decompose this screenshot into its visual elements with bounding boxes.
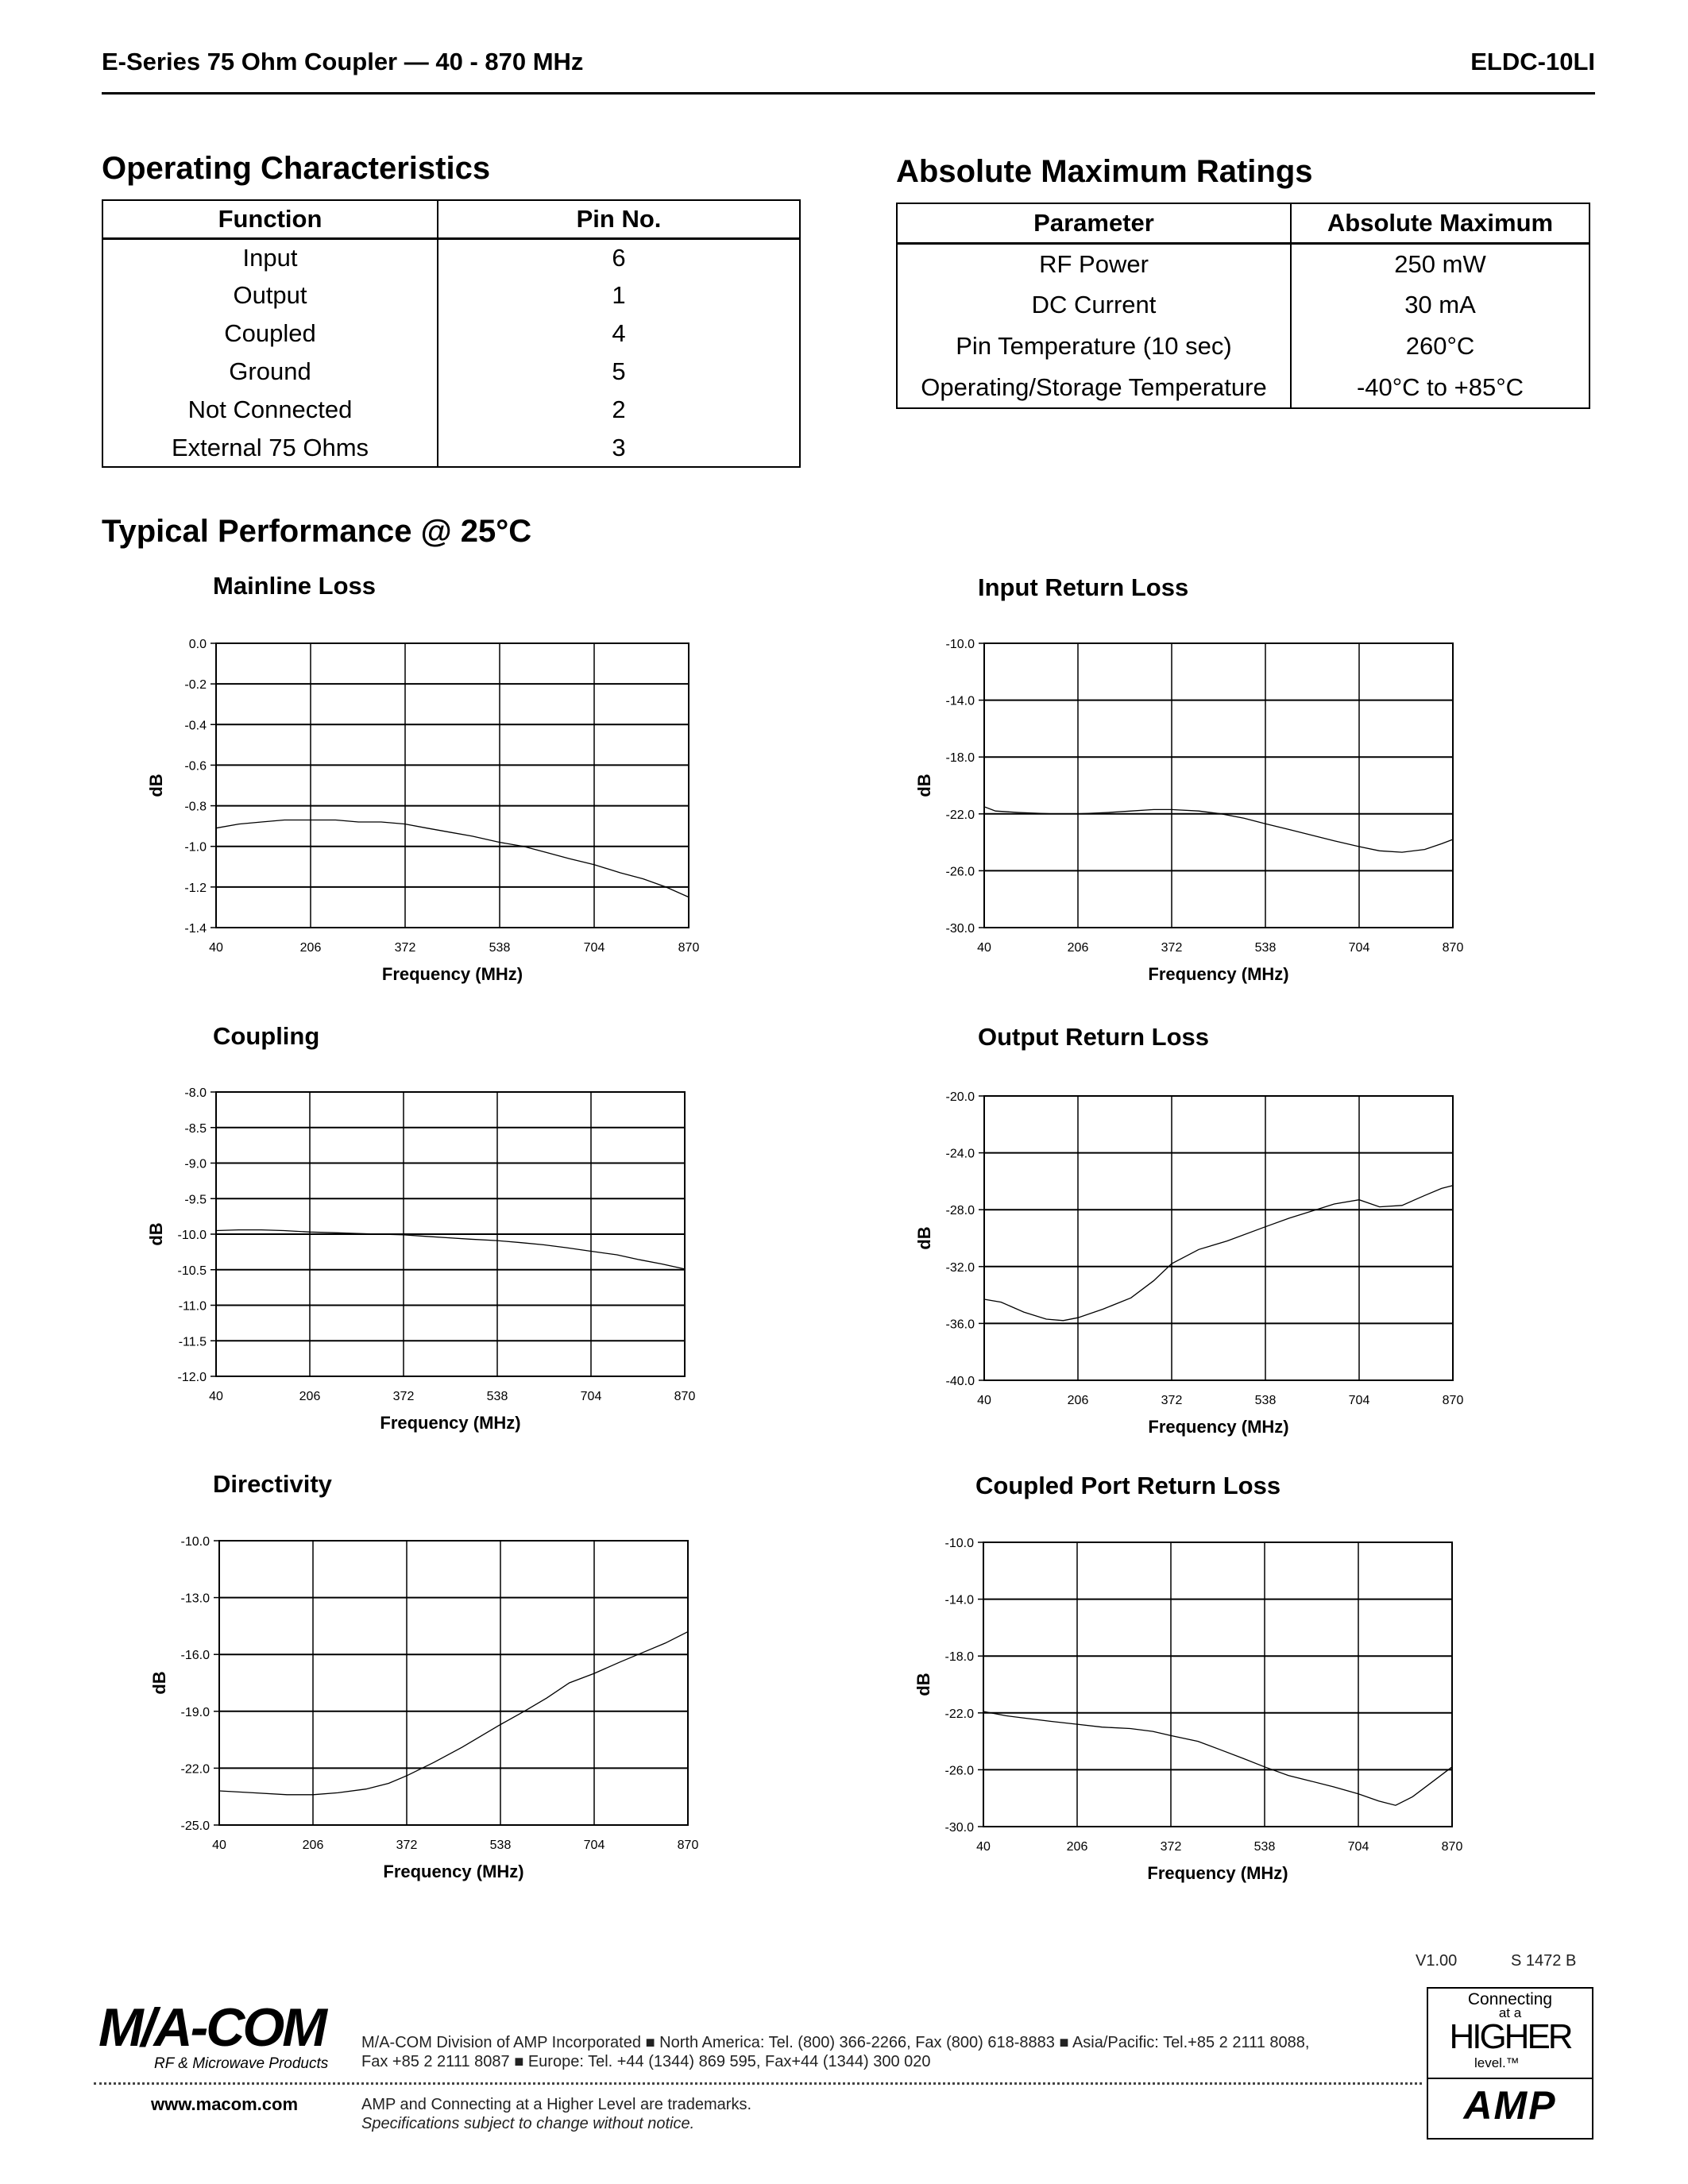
amp-logo: AMP: [1463, 2083, 1557, 2128]
badge-divider: [1428, 2078, 1592, 2079]
y-tick-label: -18.0: [944, 1650, 974, 1665]
cell-pin: 5: [612, 357, 626, 385]
table-row: [102, 238, 800, 276]
y-tick-label: -1.2: [184, 881, 207, 895]
table-row: [102, 276, 800, 314]
x-tick-label: 870: [674, 1390, 696, 1403]
table-row: [102, 314, 800, 353]
chart-title-mainline-loss: Mainline Loss: [213, 572, 376, 600]
x-tick-label: 870: [678, 941, 700, 955]
series-line: [984, 1186, 1453, 1321]
cell-parameter: DC Current: [897, 284, 1291, 326]
y-tick-label: -10.0: [944, 1537, 974, 1550]
series-line: [219, 1632, 688, 1795]
y-tick-label: -20.0: [945, 1090, 975, 1104]
x-tick-label: 704: [583, 941, 605, 955]
x-tick-label: 372: [396, 1839, 418, 1852]
y-tick-label: -30.0: [945, 922, 975, 936]
plot-frame: [216, 643, 689, 928]
y-tick-label: -0.4: [184, 719, 207, 733]
x-tick-label: 704: [1348, 1394, 1370, 1407]
y-tick-label: -36.0: [945, 1318, 975, 1332]
cell-pin: 3: [612, 433, 626, 461]
chart-input-return-loss: [907, 627, 1479, 993]
y-tick-label: -28.0: [945, 1204, 975, 1218]
x-tick-label: 538: [489, 941, 511, 955]
y-tick-label: -40.0: [945, 1375, 975, 1388]
y-tick-label: -0.6: [184, 759, 207, 774]
spec-notice: Specifications subject to change without notice.: [361, 2115, 695, 2132]
website-link[interactable]: www.macom.com: [151, 2094, 299, 2114]
y-tick-label: -22.0: [944, 1707, 974, 1721]
chart-directivity: [143, 1525, 715, 1890]
y-axis-label: dB: [914, 1673, 933, 1696]
y-tick-label: -22.0: [945, 808, 975, 822]
y-tick-label: -1.0: [184, 840, 207, 855]
y-tick-label: -12.0: [177, 1371, 207, 1384]
cell-function: Not Connected: [102, 391, 438, 429]
y-axis-label: dB: [146, 774, 166, 797]
x-tick-label: 40: [212, 1839, 226, 1852]
x-tick-label: 206: [299, 1390, 321, 1403]
x-tick-label: 538: [1254, 1394, 1277, 1407]
ratings-table: [896, 203, 1590, 409]
y-tick-label: -19.0: [180, 1705, 210, 1719]
cell-function: Ground: [102, 353, 438, 391]
x-tick-label: 704: [580, 1390, 602, 1403]
operating-table: [102, 199, 801, 468]
cell-value: 250 mW: [1394, 249, 1486, 278]
x-tick-label: 870: [677, 1839, 699, 1852]
x-axis-label: Frequency (MHz): [380, 1413, 521, 1433]
table-row: [102, 353, 800, 391]
chart-mainline-loss: [143, 627, 715, 993]
y-tick-label: -14.0: [945, 694, 975, 708]
x-tick-label: 372: [394, 941, 416, 955]
chart-coupled-port-return-loss: [907, 1526, 1479, 1892]
cell-function: Input: [102, 238, 438, 276]
cell-value: 260°C: [1405, 332, 1475, 360]
cell-parameter: RF Power: [897, 243, 1291, 284]
y-tick-label: -9.0: [184, 1157, 207, 1171]
chart-title-coupled-port-return-loss: Coupled Port Return Loss: [975, 1472, 1281, 1499]
col-function: Function: [102, 200, 438, 238]
cell-parameter: Operating/Storage Temperature: [897, 367, 1291, 408]
operating-title: Operating Characteristics: [102, 151, 491, 186]
plot-frame: [983, 1542, 1452, 1827]
chart-coupling: [143, 1076, 715, 1441]
col-absolute-max: Absolute Maximum: [1291, 203, 1590, 243]
x-tick-label: 372: [1160, 1840, 1182, 1854]
x-axis-label: Frequency (MHz): [383, 1862, 524, 1881]
contact-line-2: Fax +85 2 2111 8087 ■ Europe: Tel. +44 (1344) 869 595, Fax+44 (1344) 300 020: [361, 2053, 931, 2070]
header-rule: [102, 92, 1595, 95]
x-tick-label: 40: [976, 1840, 991, 1854]
x-tick-label: 538: [1254, 941, 1277, 955]
x-tick-label: 870: [1441, 1840, 1463, 1854]
chart-title-coupling: Coupling: [213, 1022, 320, 1050]
y-tick-label: 0.0: [188, 638, 207, 651]
series-line: [216, 1230, 685, 1269]
document-title: E-Series 75 Ohm Coupler — 40 - 870 MHz: [102, 48, 584, 75]
footer-divider: [94, 2082, 1422, 2085]
badge-higher: HIGHER: [1449, 2017, 1571, 2056]
cell-value: -40°C to +85°C: [1356, 372, 1524, 401]
y-tick-label: -10.0: [177, 1229, 207, 1242]
table-row: [897, 284, 1590, 326]
badge-connecting: Connecting: [1467, 1990, 1553, 2008]
x-axis-label: Frequency (MHz): [381, 964, 523, 984]
y-tick-label: -9.5: [184, 1193, 207, 1207]
y-tick-label: -30.0: [944, 1821, 974, 1835]
badge-level: level.™: [1474, 2055, 1520, 2070]
y-tick-label: -0.8: [184, 800, 207, 814]
amp-badge: [1427, 1987, 1593, 2140]
macom-logo-text: M/A-COM: [98, 1997, 325, 2058]
table-row: [897, 367, 1590, 408]
cell-function: Output: [102, 276, 438, 314]
plot-frame: [984, 1096, 1453, 1380]
table-row: [102, 429, 800, 467]
y-tick-label: -18.0: [945, 751, 975, 766]
x-tick-label: 870: [1442, 941, 1464, 955]
x-tick-label: 206: [299, 941, 322, 955]
x-tick-label: 372: [1161, 1394, 1183, 1407]
ratings-title: Absolute Maximum Ratings: [896, 154, 1313, 189]
plot-frame: [984, 643, 1453, 928]
version: V1.00: [1416, 1952, 1458, 1970]
macom-logo: [98, 1997, 337, 2073]
col-pin: Pin No.: [438, 200, 800, 238]
x-tick-label: 372: [392, 1390, 415, 1403]
x-tick-label: 206: [1066, 1840, 1088, 1854]
x-tick-label: 538: [1253, 1840, 1276, 1854]
chart-title-output-return-loss: Output Return Loss: [978, 1023, 1210, 1051]
y-tick-label: -26.0: [944, 1764, 974, 1778]
cell-value: 30 mA: [1404, 291, 1476, 318]
y-tick-label: -13.0: [180, 1592, 210, 1606]
y-tick-label: -8.5: [184, 1121, 207, 1136]
chart-title-directivity: Directivity: [213, 1470, 332, 1498]
plot-frame: [219, 1541, 688, 1825]
table-row: [102, 391, 800, 429]
cell-parameter: Pin Temperature (10 sec): [897, 326, 1291, 367]
y-axis-label: dB: [914, 774, 934, 797]
y-tick-label: -8.0: [184, 1086, 207, 1100]
x-tick-label: 538: [489, 1839, 512, 1852]
x-tick-label: 206: [302, 1839, 324, 1852]
y-tick-label: -25.0: [180, 1819, 210, 1833]
x-tick-label: 40: [209, 941, 223, 955]
x-axis-label: Frequency (MHz): [1147, 1863, 1288, 1883]
x-tick-label: 372: [1161, 941, 1183, 955]
macom-logo-subtitle: RF & Microwave Products: [154, 2055, 329, 2072]
y-tick-label: -1.4: [184, 922, 207, 936]
cell-function: External 75 Ohms: [102, 429, 438, 467]
y-axis-label: dB: [149, 1671, 169, 1695]
y-tick-label: -11.5: [178, 1335, 207, 1349]
y-tick-label: -26.0: [945, 865, 975, 879]
table-row: [897, 326, 1590, 367]
y-tick-label: -0.2: [184, 678, 207, 693]
x-tick-label: 704: [1348, 941, 1370, 955]
cell-pin: 1: [612, 281, 626, 309]
x-tick-label: 538: [486, 1390, 508, 1403]
y-axis-label: dB: [914, 1226, 934, 1250]
chart-title-input-return-loss: Input Return Loss: [978, 573, 1189, 601]
y-tick-label: -16.0: [180, 1649, 210, 1663]
cell-pin: 2: [612, 396, 626, 423]
x-tick-label: 704: [1347, 1840, 1369, 1854]
y-tick-label: -11.0: [178, 1299, 207, 1314]
x-tick-label: 40: [977, 941, 991, 955]
y-tick-label: -10.0: [180, 1535, 210, 1549]
series-line: [216, 820, 689, 897]
x-tick-label: 206: [1067, 1394, 1089, 1407]
x-tick-label: 40: [977, 1394, 991, 1407]
badge-at-a: at a: [1498, 2005, 1522, 2020]
trademark-note: AMP and Connecting at a Higher Level are trademarks.: [361, 2096, 752, 2113]
series-line: [983, 1711, 1452, 1805]
x-tick-label: 870: [1442, 1394, 1464, 1407]
cell-pin: 6: [612, 243, 626, 272]
y-tick-label: -10.0: [945, 638, 975, 651]
performance-title: Typical Performance @ 25°C: [102, 514, 532, 549]
table-row: [897, 243, 1590, 284]
doc-code: S 1472 B: [1511, 1952, 1577, 1970]
x-tick-label: 40: [209, 1390, 223, 1403]
x-axis-label: Frequency (MHz): [1148, 964, 1289, 984]
contact-line-1: M/A-COM Division of AMP Incorporated ■ North America: Tel. (800) 366-2266, Fax (800) 618-8883 ■ Asia/Pacific: Tel.+85 2 2111 8088,: [361, 2034, 1310, 2051]
x-axis-label: Frequency (MHz): [1148, 1417, 1289, 1437]
y-tick-label: -14.0: [944, 1593, 974, 1607]
y-tick-label: -24.0: [945, 1147, 975, 1161]
cell-function: Coupled: [102, 314, 438, 353]
col-parameter: Parameter: [897, 203, 1291, 243]
y-tick-label: -10.5: [177, 1264, 207, 1278]
y-tick-label: -22.0: [180, 1762, 210, 1777]
chart-output-return-loss: [907, 1080, 1479, 1445]
part-number: ELDC-10LI: [1470, 48, 1595, 75]
y-axis-label: dB: [146, 1222, 166, 1246]
x-tick-label: 704: [583, 1839, 605, 1852]
cell-pin: 4: [612, 319, 626, 347]
x-tick-label: 206: [1067, 941, 1089, 955]
y-tick-label: -32.0: [945, 1260, 975, 1275]
